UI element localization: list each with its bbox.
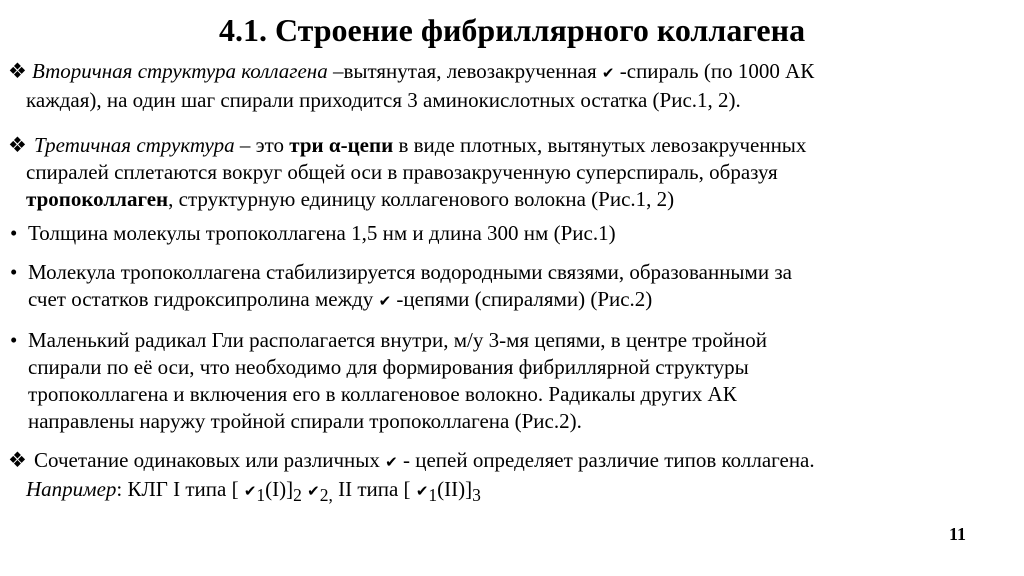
term-for-example: Например (26, 477, 117, 501)
bullet-hydrogen-bonds (8, 259, 1008, 315)
bullet-tertiary-structure (8, 132, 1008, 213)
checkmark-icon: ✔ (378, 292, 392, 310)
subscript: 2 (293, 485, 302, 506)
bullet-secondary-structure (8, 58, 1008, 114)
bullet-line: каждая), на один шаг спирали приходится 3 аминокислотных остатка (Рис.1, 2). (26, 88, 741, 112)
bullet-line: Маленький радикал Гли располагается внутри, м/у 3-мя цепями, в центре тройной (28, 328, 767, 352)
checkmark-icon: ✔ (385, 453, 398, 471)
text-fragment: -цепями (спиралями) (Рис.2) (391, 287, 653, 311)
subscript: 2, (319, 485, 333, 506)
bullet-line: направлены наружу тройной спирали тропоколлагена (Рис.2). (28, 409, 582, 433)
checkmark-icon: ✔ (243, 482, 257, 500)
term-three-alpha-chains: три α-цепи (289, 133, 394, 157)
bullet-line (8, 286, 1008, 315)
term-tertiary-structure: Третичная структура (34, 133, 235, 157)
text-fragment: II типа [ (332, 477, 416, 501)
dot-bullet-icon: • (10, 221, 18, 245)
text-fragment: , структурную единицу коллагенового волокна (Рис.1, 2) (168, 187, 675, 211)
bullet-line: спиралей сплетаются вокруг общей оси в правозакрученную суперспираль, образуя (26, 160, 778, 184)
text-fragment: : КЛГ I типа [ (116, 477, 244, 501)
bullet-line: тропоколлагена и включения его в коллагеновое волокно. Радикалы других АК (28, 382, 737, 406)
text-fragment: - цепей определяет различие типов коллагена. (397, 448, 815, 472)
text-fragment: счет остатков гидроксипролина между (28, 287, 379, 311)
checkmark-icon: ✔ (415, 482, 429, 500)
diamond-bullet-icon: ❖ (8, 59, 27, 83)
checkmark-icon: ✔ (307, 482, 320, 500)
bullet-line (8, 186, 1008, 213)
subscript: 1 (428, 485, 438, 506)
bullet-line: спирали по её оси, что необходимо для формирования фибриллярной структуры (28, 355, 749, 379)
diamond-bullet-icon: ❖ (8, 133, 27, 157)
text-fragment: Сочетание одинаковых или различных (34, 448, 386, 472)
bullet-line (8, 476, 1008, 509)
diamond-bullet-icon: ❖ (8, 448, 27, 472)
bullet-line (8, 447, 1008, 476)
bullet-collagen-types (8, 447, 1008, 509)
bullet-line (8, 58, 1008, 87)
text-fragment: – это (234, 133, 290, 157)
term-tropocollagen: тропоколлаген (26, 187, 169, 211)
text-fragment: в виде плотных, вытянутых левозакрученных (393, 133, 807, 157)
text-fragment: –вытянутая, левозакрученная (327, 59, 602, 83)
bullet-line (8, 132, 1008, 159)
bullet-gly-radical (8, 327, 1008, 435)
dot-bullet-icon: • (10, 260, 18, 284)
text-fragment: (II)] (437, 477, 473, 501)
term-secondary-structure: Вторичная структура коллагена (32, 59, 328, 83)
slide-title: 4.1. Строение фибриллярного коллагена (218, 12, 806, 48)
bullet-thickness (8, 220, 1008, 247)
checkmark-icon: ✔ (601, 64, 615, 82)
subscript: 3 (472, 485, 481, 506)
bullet-line: Молекула тропоколлагена стабилизируется водородными связями, образованными за (28, 260, 792, 284)
bullet-line: Толщина молекулы тропоколлагена 1,5 нм и длина 300 нм (Рис.1) (28, 221, 616, 245)
text-fragment: -спираль (по 1000 АК (614, 59, 815, 83)
text-fragment: (I)] (265, 477, 294, 501)
dot-bullet-icon: • (10, 328, 18, 352)
slide-content (8, 58, 1008, 506)
page-number: 11 (948, 524, 966, 544)
subscript: 1 (256, 485, 266, 506)
